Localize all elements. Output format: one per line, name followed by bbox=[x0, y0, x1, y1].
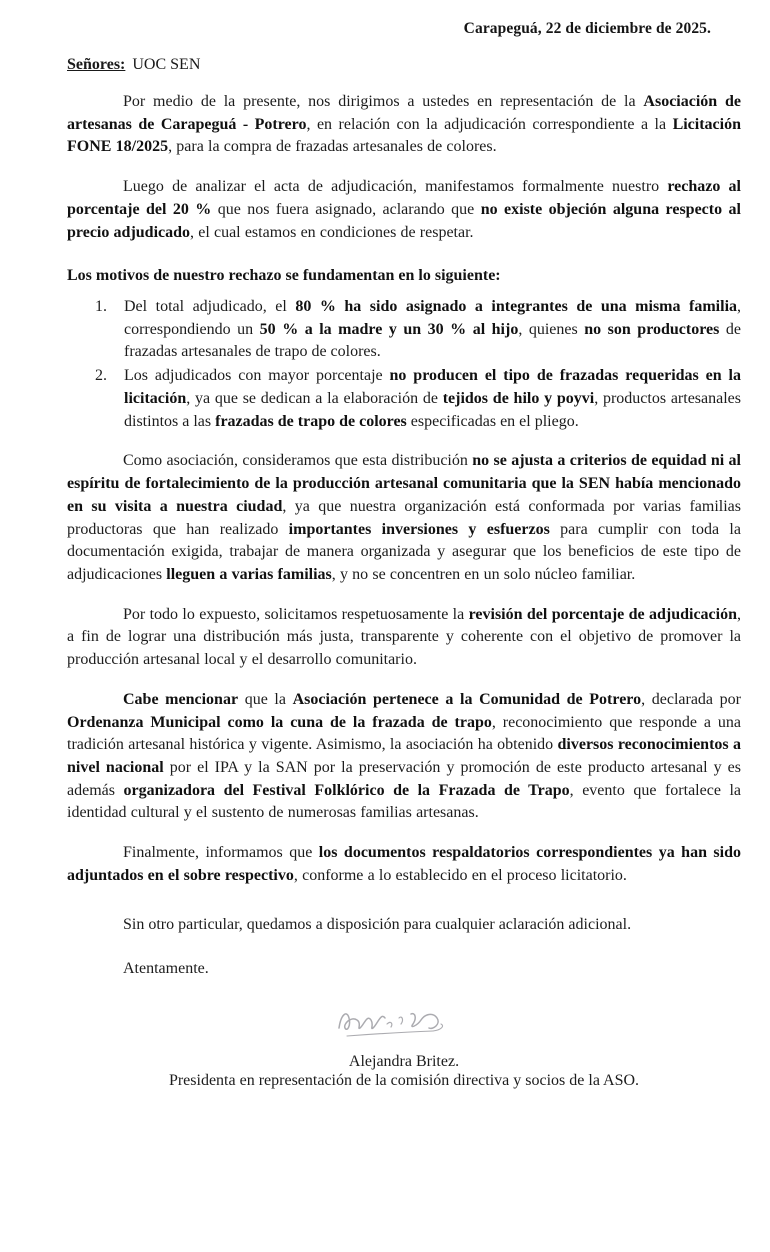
list-item bbox=[67, 296, 741, 364]
letter-content bbox=[67, 0, 741, 1090]
date-line: Carapeguá, 22 de diciembre de 2025. bbox=[463, 20, 711, 37]
p1-b2: Licitación FONE 18/2025 bbox=[67, 115, 741, 156]
r1-b3: no son productores bbox=[584, 320, 720, 338]
closing-line-2: Atentamente. bbox=[123, 960, 209, 978]
r2-b1: no producen el tipo de frazadas requeridas en la licitación bbox=[124, 367, 742, 407]
r2-s2: , ya que se dedican a la elaboración de bbox=[186, 389, 443, 407]
r1-b1: 80 % ha sido asignado a integrantes de una misma familia bbox=[295, 298, 738, 316]
p5-s5: , evento que fortalece la identidad cultural y el sustento de numerosas familias artesanas. bbox=[67, 781, 741, 822]
paragraph-5 bbox=[67, 689, 741, 825]
paragraph-1 bbox=[67, 91, 741, 159]
paragraph-6 bbox=[67, 842, 741, 887]
addressee-label: Señores: bbox=[67, 56, 126, 73]
list-item bbox=[67, 365, 741, 433]
closing-line-1: Sin otro particular, quedamos a disposición para cualquier aclaración adicional. bbox=[123, 915, 632, 933]
paragraph-2 bbox=[67, 176, 741, 244]
p5-s4: por el IPA y la SAN por la preservación y promoción de este producto artesanal y es además bbox=[67, 758, 741, 799]
p5-b3: Ordenanza Municipal como la cuna de la frazada de trapo bbox=[67, 713, 492, 731]
p3-b2: importantes inversiones y esfuerzos bbox=[288, 520, 550, 538]
reasons-list bbox=[67, 296, 741, 433]
p2-b2: no existe objeción alguna respecto al precio adjudicado bbox=[67, 200, 741, 241]
p2-s1: Luego de analizar el acta de adjudicación, manifestamos formalmente nuestro bbox=[123, 178, 668, 196]
addressee-value: UOC SEN bbox=[132, 56, 201, 73]
p3-s1: Como asociación, consideramos que esta distribución bbox=[123, 452, 473, 470]
paragraph-4 bbox=[67, 604, 741, 672]
r1-s3: , quienes bbox=[518, 320, 585, 338]
p1-s3: , para la compra de frazadas artesanales de colores. bbox=[168, 138, 497, 156]
p5-s3: , reconocimiento que responde a una tradición artesanal histórica y vigente. Asimismo, la asociación ha obtenido bbox=[67, 713, 741, 754]
addressee-line bbox=[67, 56, 741, 74]
p5-b1: Cabe mencionar bbox=[123, 690, 239, 708]
p1-s2: , en relación con la adjudicación correspondiente a la bbox=[306, 115, 673, 133]
p5-s1: que la bbox=[238, 690, 293, 708]
r2-s3: , productos artesanales distintos a las bbox=[124, 389, 742, 430]
paragraph-3 bbox=[67, 450, 741, 586]
signature-name: Alejandra Britez. bbox=[348, 1053, 460, 1070]
r2-s1: Los adjudicados con mayor porcentaje bbox=[124, 367, 390, 385]
r1-s2: , correspondiendo un bbox=[124, 298, 742, 338]
p3-b3: lleguen a varias familias bbox=[166, 565, 332, 583]
signature-block bbox=[67, 995, 741, 1090]
r2-b2: tejidos de hilo y poyvi bbox=[442, 389, 595, 407]
p3-b1: no se ajusta a criterios de equidad ni al espíritu de fortalecimiento de la producción artesanal comunitaria que la SEN había mencionado en su visita a nuestra ciudad bbox=[67, 452, 741, 515]
r2-b3: frazadas de trapo de colores bbox=[215, 412, 407, 430]
p2-s3: , el cual estamos en condiciones de respetar. bbox=[190, 223, 474, 241]
handwritten-signature-icon bbox=[67, 995, 741, 1051]
p5-b5: organizadora del Festival Folklórico de la Frazada de Trapo bbox=[123, 781, 570, 799]
p4-s2: , a fin de lograr una distribución más justa, transparente y coherente con el objetivo de promover la producción artesanal local y el desarrollo comunitario. bbox=[67, 605, 742, 669]
p1-s1: Por medio de la presente, nos dirigimos a ustedes en representación de la bbox=[123, 93, 644, 110]
p5-s2: , declarada por bbox=[641, 690, 741, 708]
p2-s2: que nos fuera asignado, aclarando que bbox=[211, 200, 481, 218]
r1-b2: 50 % a la madre y un 30 % al hijo bbox=[259, 320, 519, 338]
p5-b2: Asociación pertenece a la Comunidad de Potrero bbox=[292, 690, 642, 708]
p6-s2: , conforme a lo establecido en el proceso licitatorio. bbox=[293, 866, 627, 884]
r1-s4: de frazadas artesanales de trapo de colores. bbox=[124, 320, 741, 361]
p2-b1: rechazo al porcentaje del 20 % bbox=[67, 178, 741, 218]
p3-s2: , ya que nuestra organización está conformada por varias familias productoras que han realizado bbox=[67, 497, 741, 538]
p6-b1: los documentos respaldatorios correspondientes ya han sido adjuntados en el sobre respectivo bbox=[67, 844, 741, 884]
reasons-heading: Los motivos de nuestro rechazo se fundamentan en lo siguiente: bbox=[67, 267, 501, 285]
p4-s1: Por todo lo expuesto, solicitamos respetuosamente la bbox=[123, 605, 469, 623]
p6-s1: Finalmente, informamos que bbox=[123, 844, 319, 862]
signature-role: Presidenta en representación de la comisión directiva y socios de la ASO. bbox=[168, 1072, 640, 1089]
p3-s4: , y no se concentren en un solo núcleo familiar. bbox=[331, 565, 636, 583]
p5-b4: diversos reconocimientos a nivel nacional bbox=[67, 736, 741, 776]
p4-b1: revisión del porcentaje de adjudicación bbox=[468, 605, 738, 623]
p1-b1: Asociación de artesanas de Carapeguá - Potrero bbox=[67, 93, 741, 133]
p3-s3: para cumplir con toda la documentación exigida, trabajar de manera organizada y asegurar que los beneficios de este tipo de adjudicaciones bbox=[67, 520, 741, 583]
r1-s1: Del total adjudicado, el bbox=[124, 298, 296, 316]
r2-s4: especificadas en el pliego. bbox=[406, 412, 579, 430]
